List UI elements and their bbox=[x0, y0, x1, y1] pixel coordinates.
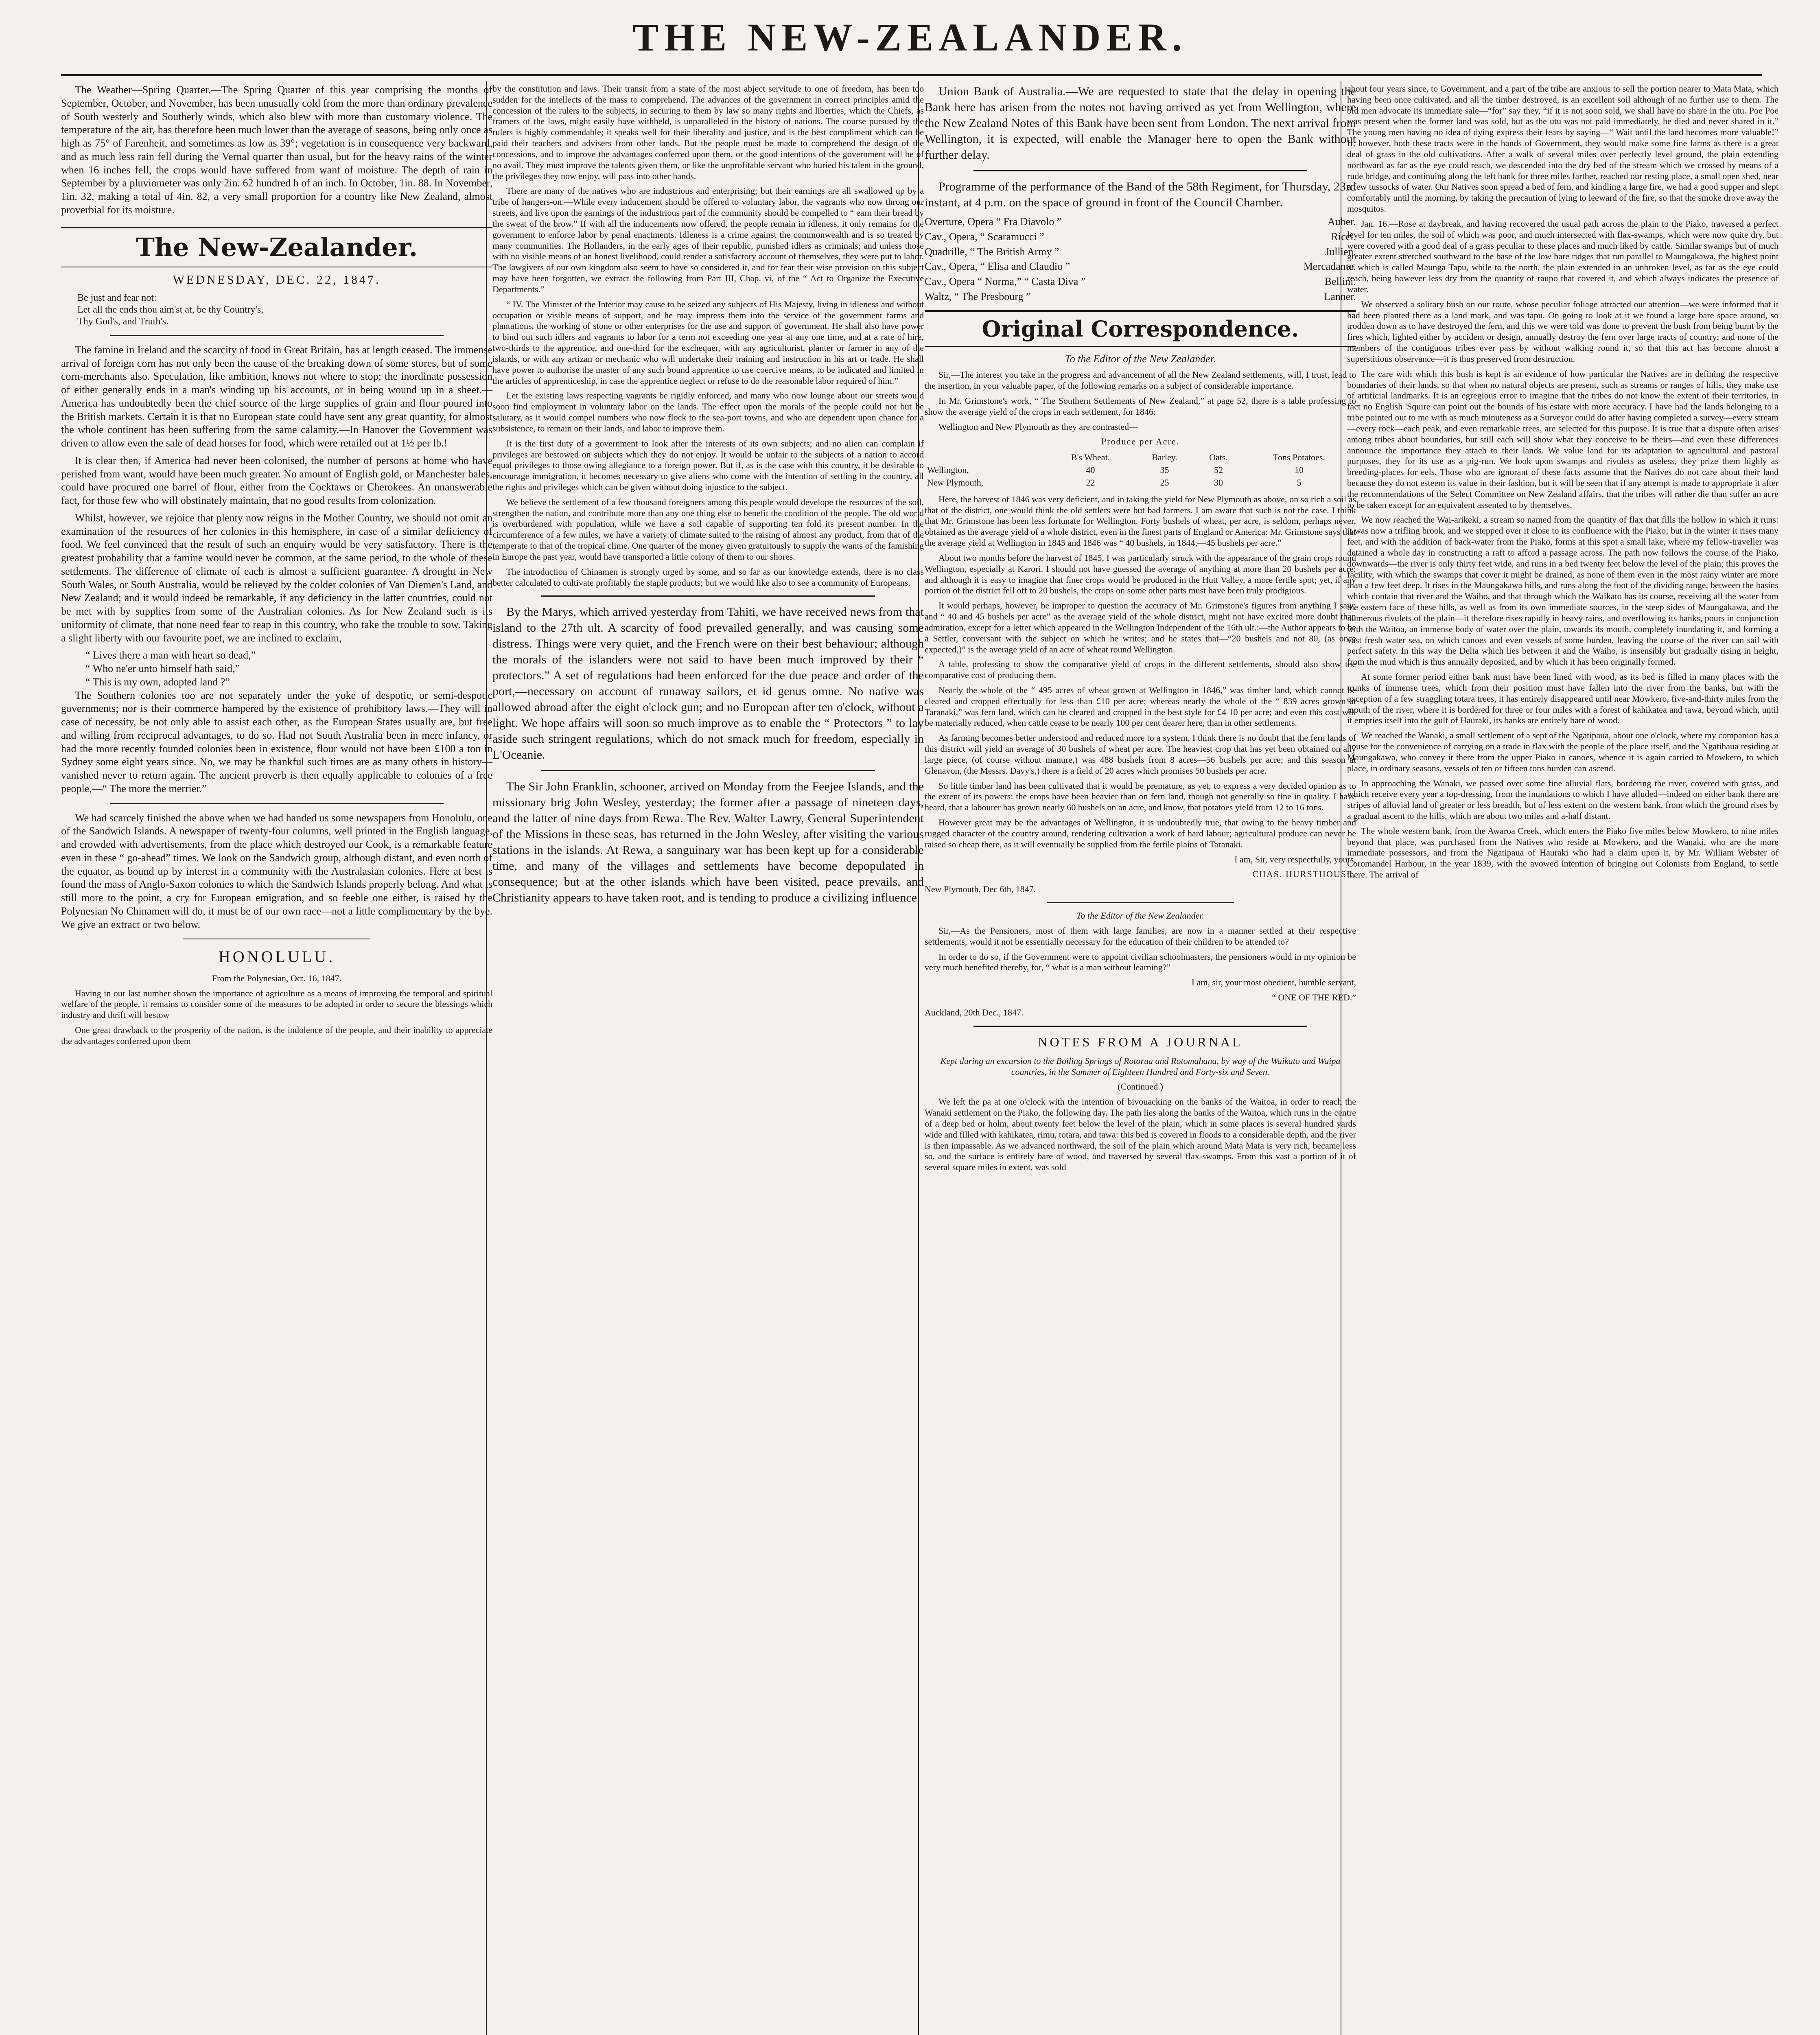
motto-line: Let all the ends thou aim'st at, be thy Country's, bbox=[77, 304, 264, 315]
journal-paragraph: We left the pa at one o'clock with the intention of bivouacking on the banks of the Waitoa, in order to reach the Wanaki settlement on the Piako, the following day. The path lies along the banks of the Waitoa, which runs in the centre of a deep bed or holm, about twenty feet below the level of the plain, which in some places is several hundred yards wide and filled with kahikatea, rimu, totara, and tawa: this bed is covered in floods to a considerable depth, and the river is then impassable. As we advanced northward, the soil of the plain which around Mata Mata is very rich, became less so, and the surface is entirely bare of wood, and traversed by several flax-swamps. From this vast a portion of it of several square miles in extent, was sold bbox=[925, 1096, 1356, 1173]
journal-paragraph: We observed a solitary bush on our route, whose peculiar foliage attracted our attention—we were informed that it had been planted there as a land mark, and was tapu. On going to look at it we found a large bare space around, so trodden down as to have destroyed the fern, and this we were told was done to prevent the bush from being burnt by the fires which, lighted either by accident or design, annually destroy the fern over large tracts of country; and none of the members of the contiguous tribes ever pass by without walking round it, so that this act has become almost a superstitious observance—it is thus preserved from destruction. bbox=[1347, 299, 1778, 364]
produce-header: Tons Potatoes. bbox=[1273, 452, 1325, 463]
article-paragraph: It is clear then, if America had never been colonised, the number of persons at home who have perished from want, would have been much greater. No amount of English gold, or Manchester bales, could have procured one barrel of flour, either from the Cocktaws or Cherokees. An unanswerable fact, for those few who will obstinately maintain, that no good results from colonization. bbox=[61, 454, 492, 507]
letter-address: To the Editor of the New Zealander. bbox=[1076, 910, 1204, 921]
letter-paragraph: Wellington and New Plymouth as they are contrasted— bbox=[938, 421, 1138, 432]
verse-line: “ Lives there a man with heart so dead,” bbox=[85, 649, 256, 661]
verse-line: “ Who ne'er unto himself hath said,” bbox=[85, 663, 240, 675]
letter-signature: “ ONE OF THE RED.” bbox=[1272, 992, 1356, 1003]
letter-paragraph: In order to do so, if the Government were to appoint civilian schoolmasters, the pensioners would in my opinion be very much benefited thereby, for, “ what is a man without learning?” bbox=[925, 951, 1356, 973]
letter-address: To the Editor of the New Zealander. bbox=[1065, 352, 1216, 365]
column-1 bbox=[61, 83, 492, 1051]
produce-header: Barley. bbox=[1152, 452, 1177, 463]
letter-paragraph: However great may be the advantages of Wellington, it is undoubtedly true, that owing to the heavy timber and rugged character of the country around, rendering cultivation a work of hard labour; agricultural produce can never be raised so cheap there, as it will eventually be supplied from the fertile plains of Taranaki. bbox=[925, 817, 1356, 849]
column-3 bbox=[925, 83, 1356, 1177]
journal-paragraph: The care with which this bush is kept is an evidence of how particular the Natives are in defining the respective boundaries of their lands, so that when no natural objects are present, such as streams or ranges of hills, they make use of artificial landmarks. It is an egregious error to imagine that the tribes do not know the extent of their territories, in fact no English 'Squire can point out the bounds of his estate with more accuracy. I have had the lands belonging to a tribe pointed out to me with as much minuteness as a Surveyor could do after having completed a survey—every stream—every rock—each peak, and even remarkable trees, are selected for this purpose. It is true that a dispute often arises among tribes about boundaries, but still each will show what they conceive to be theirs—and even these differences announce the importance they attach to their lands. We value land for its adaptation to agricultural and pastoral purposes, they for its use as a pig-run. We look upon swamps and rivulets as useless, they prize them highly as breeding-places for eels. Those who are ignorant of these facts assume that the Natives do not care about their land because they do not esteem its value in their fashion, but it will be seen that if any attempt is made to appropriate it after the recommendations of the Select Committee on New Zealand affairs, that the tribes will rather die than suffer an acre to be taken except for an equivalent assented to by themselves. bbox=[1347, 368, 1778, 510]
journal-paragraph: Jan. 16.—Rose at daybreak, and having recovered the usual path across the plain to the Piako, traversed a perfect level for ten miles, the soil of which was poor, and much intersected with flax-swamps, which were now quite dry, but were covered with a good deal of a grass peculiar to these places and much liked by cattle. Similar swamps but of much greater extent stretched southward to the base of the low bare ridges that run parallel to Maungakawa, the highest point of which is called Maunga Tapu, while to the north, the plain extended in an unbroken level, as far as the eye could reach, being however less dry from the quantity of raupo that covered it, and which always indicates the presence of water. bbox=[1347, 218, 1778, 294]
article-paragraph: by the constitution and laws. Their transit from a state of the most abject servitude to one of freedom, has been too sudden for the intellects of the mass to comprehend. The advances of the government in correct principles amid the concession of the rulers to the subjects, in securing to them by law so many rights and liberties, which the Chiefs, as framers of the laws, might easily have withheld, is unparalleled in the history of nations. The course pursued by the rulers is highly commendable; it speaks well for their liberality and justice, and is the best compliment which can be paid their teachers and advisers from other lands. But the people must be made to comprehend the design of the concessions, and to improve the advantages conferred upon them, or the good intentions of the government will be of no avail. They must improve the talents given them, or like the unprofitable servant who buried his talent in the ground, the privileges they now enjoy, will pass into other hands. bbox=[492, 83, 924, 181]
letter-signature: CHAS. HURSTHOUSE. bbox=[1252, 869, 1356, 880]
article-paragraph: We had scarcely finished the above when we had handed us some newspapers from Honolulu, one of the Sandwich Islands. A newspaper of twenty-four columns, well printed in the English language, and crowded with advertisements, from the place which destroyed our Cook, is a remarkable feature even in these “ go-ahead” times. We look on the Sandwich group, although distant, and even north of the equator, as bound up by interest in a community with the Australasian colonies. Here at best is found the mass of Anglo-Saxon colonies to which the Sandwich Islands properly belong. And what is still more to the point, a cry for European emigration, and so feeble one either, is raised by the Polynesian No Chinamen will do, it must be of our own race—not a little complimentary by the bye. We give an extract or two below. bbox=[61, 812, 492, 930]
notes-subtitle: Kept during an excursion to the Boiling Springs of Rotorua and Rotomahana, by way of the Waikato and Waipa countries, in the Summer of Eighteen Hundred and Forty-six and Seven. bbox=[940, 1055, 1341, 1077]
letter-paragraph: A table, professing to show the comparative yield of crops in the different settlements, should also show the comparative cost of producing them. bbox=[925, 659, 1356, 681]
programme-row bbox=[925, 289, 1356, 304]
paper-title: The New-Zealander. bbox=[61, 227, 492, 267]
article-paragraph: The famine in Ireland and the scarcity of food in Great Britain, has at length ceased. The immense arrival of foreign corn has not only been the cause of the breaking down of some stores, but of some corn-merchants also. Speculation, like ambition, knows not where to stop; the inordinate possession of either generally ends in a man's winding up his accounts, or in being wound up in a sheet.—America has undoubtedly been the chief source of the large supplies of grain and flour poured into the British markets. Certain it is that no European state could have sent any great quantity, for almost the whole continent has been suffering from the same calamity.—In Hanover the Government was driven to allow even the sale of dead horses for food, which were retailed out at 1½ per lb.! bbox=[61, 344, 492, 449]
letter-paragraph: In Mr. Grimstone's work, “ The Southern Settlements of New Zealand,” at page 52, there is a table professing to show the average yield of the crops in each settlement, for 1846: bbox=[925, 395, 1356, 417]
article-paragraph: Let the existing laws respecting vagrants be rigidly enforced, and many who now lounge about our streets would soon find employment in voluntary labor on the lands. The effect upon the morals of the people could not but be salutary, as it would compel numbers who now flock to the sea-port towns, and who are dependent upon chance for a subsistence, to remain on their lands, and labor to improve them. bbox=[492, 390, 924, 433]
letter-paragraph: It would perhaps, however, be improper to question the accuracy of Mr. Grimstone's figures from anything I saw; and “ 40 and 45 bushels per acre” as the average yield of the whole district, might not have excited more doubt than admiration, except for a letter which appeared in the Wellington Independent of the 16th ult.:—the Author appears to be a Settler, conversant with the subject on which he writes; and he states that—“20 bushels and not 80, (as once expected,)” is the average yield of an acre of wheat round Wellington. bbox=[925, 600, 1356, 654]
produce-header-row bbox=[925, 451, 1356, 464]
article-paragraph: By the Marys, which arrived yesterday from Tahiti, we have received news from that island to the 27th ult. A scarcity of food prevailed generally, and was causing some distress. Things were very quiet, and the French were on their best behaviour; although the morals of the islanders were not said to have been much improved by their “ protectors.” A set of regulations had been enforced for the due peace and order of the port,—necessary on account of runaway sailors, et id genus omne. No native was allowed abroad after the eight o'clock gun; and no European after ten o'clock, without a light. We hope affairs will soon so much improve as to enable the “ Protectors ” to lay aside such stringent regulations, which do not smack much for freedom, especially in L'Oceanie. bbox=[492, 605, 924, 762]
programme-piece: Cav., Opera, “ Scaramucci ” bbox=[925, 230, 1044, 243]
separator bbox=[541, 595, 875, 597]
letter-paragraph: Sir,—As the Pensioners, most of them with large families, are now in a manner settled at their respective settlements, would it not be essentially necessary for the education of their children to be attended to? bbox=[925, 925, 1356, 947]
article-paragraph: It is the first duty of a government to look after the interests of its own subjects; and no alien can complain if privileges are bestowed on subjects which they do not enjoy. It would be unfair to the subjects of a nation to accord equal privileges to those owing allegiance to a foreign power. But if, as is the case with this country, it be desirable to encourage immigration, it becomes necessary to give aliens who come with the intention of settling in the country, all the rights and privileges which can be given without doing injustice to the subject. bbox=[492, 438, 924, 492]
programme-composer: Lanner. bbox=[1324, 290, 1356, 302]
original-correspondence-title: Original Correspondence. bbox=[925, 310, 1356, 347]
journal-paragraph: about four years since, to Government, and a part of the tribe are anxious to sell the portion nearer to Mata Mata, which having been once cultivated, and all the timber destroyed, is an excellent soil although of no further use to them. The old men advocate its immediate sale—“for” say they, “if it is not soon sold, we shall have no share in the utu. Poe Poe was present when the former land was sold, but as the utu was not paid immediately, he died and never shared in it.” The young men having no idea of dying express their fears by saying—“ Wait until the land becomes more valuable!” If, however, both these tracts were in the hands of Government, they would make some fine farms as there is a great deal of grass in the old cultivations. After a walk of several miles over perfectly level ground, the plain extending northward as far as the eye could reach, we descended into the dry bed of the stream which we crossed by means of a rude bridge, and continuing along the left bank for three miles farther, reached our resting place, a small open shed, near a few tussocks of water. Our Natives soon spread a bed of fern, and kindling a large fire, we had a good supper and slept comfortably until the morning, by taking the precaution of lying to leeward of the fire, so that the smoke drove away the mosquitos. bbox=[1347, 83, 1778, 214]
separator bbox=[973, 1026, 1307, 1027]
article-paragraph: The Southern colonies too are not separately under the yoke of despotic, or semi-despotic governments; nor is their commerce hampered by the existence of prohibitory laws.—They will in case of necessity, be not only able to assist each other, as the European States usually are, but free and willing from reciprocal advantages, to do so. Had not South Australia been in mere infancy, or had the more recently founded colonies been in existence, flour would not have been £100 a ton in Sydney some eight years since. No, we may be thankful such times are as many others in history—vanished never to return again. The ancient proverb is then equally applicable to colonies of a free people,—“ The more the merrier.” bbox=[61, 689, 492, 794]
article-paragraph: The introduction of Chinamen is strongly urged by some, and so far as our knowledge extends, there is no class better calculated to cultivate profitably the staple products; but we would like also to see a community of Europeans. bbox=[492, 566, 924, 588]
verse-line: “ This is my own, adopted land ?” bbox=[85, 676, 230, 688]
letter-paragraph: As farming becomes better understood and reduced more to a system, I think there is no doubt that the fern lands of this district will yield an average of 30 bushels of wheat per acre. The heaviest crop that has yet been obtained on any large piece, (of course without manure,) was 488 bushels from 8 acres—56 bushels per acre; and this season at Glenavon, (the Messrs. Davy's,) there is a field of 20 acres which promises 50 bushels per acre. bbox=[925, 733, 1356, 776]
separator bbox=[541, 770, 875, 771]
programme-piece: Quadrille, “ The British Army ” bbox=[925, 245, 1059, 258]
letter-paragraph: About two months before the harvest of 1845, I was particularly struck with the appearance of the grain crops round Wellington, especially at Karori. I should not have guessed the average of anything at more than 20 bushels per acre; and although it is easy to imagine that finer crops would be produced in the Hutt Valley, a more fertile spot; yet, if any portion of the district fell off to 20 bushels, the crops on some other parts must have been truly prodigious. bbox=[925, 552, 1356, 596]
produce-cell: 35 bbox=[1160, 465, 1169, 475]
separator bbox=[973, 170, 1307, 171]
produce-table bbox=[925, 451, 1356, 489]
masthead-rule bbox=[61, 74, 1762, 76]
motto-line: Be just and fear not: bbox=[77, 293, 157, 304]
separator bbox=[110, 335, 444, 336]
article-paragraph: Whilst, however, we rejoice that plenty now reigns in the Mother Country, we should not omit an examination of the resources of her colonies in this hemisphere, in case of a similar deficiency of food. We feel convinced that the result of such an enquiry would be very satisfactory. There is the greatest probability that a famine would never be common, at the same period, to the whole of these settlements. The difference of climate of each is almost a sufficient guarantee. A drought in New South Wales, or South Australia, would be relieved by the colder colonies of Van Diemen's Land, and New Zealand; and it would indeed be remarkable, if any deficiency in the latter countries, could not be met with by supplies from some of the Australian colonies. As for New Zealand such is its uniformity of climate, that none need fear to reap in this country, who take the trouble to sow. Taking a slight liberty with our favourite poet, we are inclined to exclaim, bbox=[61, 512, 492, 644]
issue-date: WEDNESDAY, DEC. 22, 1847. bbox=[173, 273, 381, 287]
produce-cell: Wellington, bbox=[927, 465, 969, 475]
continued-label: (Continued.) bbox=[1118, 1081, 1163, 1092]
article-paragraph: One great drawback to the prosperity of the nation, is the indolence of the people, and their inability to appreciate the advantages conferred upon them bbox=[61, 1025, 492, 1046]
letter-paragraph: Nearly the whole of the “ 495 acres of wheat grown at Wellington in 1846,” was timber land, which cannot be cleared and cropped effectually for less than £10 per acre; whereas nearly the whole of the “ 839 acres grown at Taranaki,” was fern land, which can be cleared and cropped in the best style for £4 10 per acre; and even this cost will be materially reduced, when cattle cease to be nearly 100 per cent dearer here, than in other settlements. bbox=[925, 685, 1356, 728]
programme-row bbox=[925, 259, 1356, 274]
band-programme-intro: Programme of the performance of the Band of the 58th Regiment, for Thursday, 23rd instant, at 4 p.m. on the space of ground in front of the Council Chamber. bbox=[925, 180, 1356, 209]
article-paragraph: Having in our last number shown the importance of agriculture as a means of improving the temporal and spiritual welfare of the people, it remains to consider some of the measures to be adopted in order to secure the blessings which industry and thrift will bestow bbox=[61, 988, 492, 1020]
journal-paragraph: We now reached the Wai-arikeki, a stream so named from the quantity of flax that fills the hollow in which it runs: it was now a trifling brook, and we stepped over it close to its confluence with the Piako; but in the winter it rises many feet, and with the addition of back-water from the Piako, forms at this spot a small lake, where my fellow-traveller was detained a whole day in constructing a raft to afford a passage across. The path now follows the course of the Piako, downwards—the river is only thirty feet wide, and runs in a bed twenty feet below the level of the plain; this proves the facility, with which the swamps that cover it might be drained, as none of them even in the most rainy winter are more than a few feet deep. It rises in the Maungakawa hills, and runs along the foot of the dividing range, between the basins which contain that river and the Waiho, and that through which the Waikato has its course, receiving all the water from the eastern face of these hills, as well as from its own immediate sources, in the steep sides of Maungakawa, and the numerous rivulets of the plain—it therefore rises rapidly in heavy rains, and overflowing its banks, pours in conjunction with the Waitoa, an immense body of water over the plain, towards its mouth, completely inundating it, and forming a vast fresh water sea, on which canoes and even vessels of some burden, leaving the course of the river can sail with perfect safety. In this way the Delta which lies between it and the Waiho, is insensibly but gradually rising in height, from the mud which is thus annually deposited, and by which it has been originally formed. bbox=[1347, 514, 1778, 667]
produce-table-title: Produce per Acre. bbox=[1101, 436, 1180, 447]
produce-header: B's Wheat. bbox=[1071, 452, 1110, 463]
programme-composer: Auber. bbox=[1327, 216, 1356, 228]
letter-closing: I am, Sir, very respectfully, yours, bbox=[1234, 854, 1356, 864]
band-programme bbox=[925, 214, 1356, 304]
produce-cell: 10 bbox=[1294, 465, 1304, 475]
article-paragraph: There are many of the natives who are industrious and enterprising; but their earnings are all swallowed up by a tribe of hangers-on.—While every inducement should be offered to voluntary labor, the vagrants who now throng our streets, and live upon the earnings of the industrious part of the community should be compelled to “ earn their bread by the sweat of the brow.” If with all the inducements now offered, the people remain in idleness, it only remains for the government to enforce labor by penal enactments. Idleness is a crime against the commonwealth and is so treated by many communities. The Hollanders, in the early ages of their republic, punished idlers as criminals; and unless those with no visible means of an honest livelihood, could render a satisfactory account of themselves, they were put to labor. The lawgivers of our own kingdom also seem to have so considered it, and for fear their wise provision on this subject may have been forgotten, we extract the following from Part III, Chap. vi, of the “ Act to Organize the Executive Departments.” bbox=[492, 186, 924, 294]
article-paragraph: Union Bank of Australia.—We are requested to state that the delay in opening the Bank here has arisen from the notes not having arrived as yet from Wellington, where the New Zealand Notes of this Bank have been sent from London. The next arrival from Wellington, it is expected, will enable the Manager here to open the Bank without further delay. bbox=[925, 85, 1356, 162]
produce-row bbox=[925, 477, 1356, 489]
article-paragraph: “ IV. The Minister of the Interior may cause to be seized any subjects of His Majesty, living in idleness and without occupation or visible means of support, and he may impress them into the service of the government farms and plantations, the working of stone or other enterprises for the use and support of government. He shall also have power to bind out such idlers and vagrants to labor for a term not exceeding one year at any one time, and at a rate of hire, two-thirds to the apprentice, and one-third for the exchequer, with any agriculturist, planter or farmer in any of the islands, or with any artizan or mechanic who will undertake their training and instruction in his art or trade. He shall have power to authorise the master of any such bound apprentice to use coercive means, to be indicated and limited in the articles of apprenticeship, in case the apprentice neglect or refuse to do the reasonable labor required of him.” bbox=[492, 299, 924, 386]
produce-row bbox=[925, 464, 1356, 477]
honolulu-title: HONOLULU. bbox=[218, 947, 335, 966]
programme-row bbox=[925, 230, 1356, 245]
article-paragraph: We believe the settlement of a few thousand foreigners among this people would develope the resources of the soil, strengthen the nation, and contribute more than any one thing else to benefit the condition of the people. The old world is overburdened with population, while we have a soil capable of supporting ten fold its present number. In the circumference of a few miles, we have a variety of climate suited to the raising of almost any product, from that of the temperate to that of the tropical clime. One quarter of the money given gratuitously to supply the wants of the famishing in Europe the past year, would have transported a little colony of them to our shores. bbox=[492, 497, 924, 562]
column-2 bbox=[492, 83, 924, 910]
produce-cell: New Plymouth, bbox=[927, 477, 984, 488]
programme-composer: Ricci. bbox=[1331, 230, 1356, 243]
journal-paragraph: The whole western bank, from the Awaroa Creek, which enters the Piako five miles below Mowkero, to nine miles beyond that place, was purchased from the Natives who reside at Mowkero, and the Wanaki, who are the more immediate possessors, and from the Ngatipaua of Hauraki who had a claim upon it, by Mr. William Webster of Coromandel Harbour, in the year 1839, with the avowed intention of bringing out Colonists from England, to settle there. The arrival of bbox=[1347, 825, 1778, 880]
article-paragraph: The Sir John Franklin, schooner, arrived on Monday from the Feejee Islands, and the missionary brig John Wesley, yesterday; the former after a passage of nineteen days, and the latter of nine days from Rewa. The Rev. Walter Lawry, General Superintendent of the Missions in these seas, has returned in the John Wesley, after visiting the various stations in the islands. At Rewa, a sanguinary war has been kept up for a considerable time, and many of the villages and settlements have become depopulated in consequence; but at the other islands which have been visited, peace prevails, and Christianity appears to have taken root, and is tending to produce a civilizing influence. bbox=[492, 780, 924, 905]
programme-piece: Overture, Opera “ Fra Diavolo ” bbox=[925, 216, 1062, 228]
journal-paragraph: At some former period either bank must have been lined with wood, as its bed is filled in many places with the trunks of immense trees, which from their position must have fallen into the river from the banks, but with the exception of a few straggling totara trees, it has entirely disappeared until near Mowkero, five-and-thirty miles from the mouth of the river, where it is bordered for three or four miles with a forest of kahikatea and tawa, beyond which, until it empties itself into the gulf of Hauraki, its banks are entirely bare of wood. bbox=[1347, 672, 1778, 726]
journal-paragraph: In approaching the Wanaki, we passed over some fine alluvial flats, bordering the river, covered with grass, and which receive every year a top-dressing, from the inundations to which I have alluded—indeed on either bank there are stripes of alluvial land of greater or less breadth, but of less extent on the western bank, from which the ground rises by a gradual ascent to the hills, which are about two miles and a-half distant. bbox=[1347, 778, 1778, 821]
honolulu-source: From the Polynesian, Oct. 16, 1847. bbox=[212, 973, 342, 983]
letter-paragraph: Here, the harvest of 1846 was very deficient, and in taking the yield for New Plymouth as above, on so rich a soil as that of the district, one would think the old settlers were but bad farmers. I am aware that such is not the case. I think that Mr. Grimstone has been less fortunate for Wellington. Forty bushels of wheat, per acre, is seldom, perhaps never, obtained as the average yield of a whole district, even in the finest parts of England or America: Mr. Grimstone says that the average yield at Wellington in 1845 and 1846 was “ 40 bushels, in 1844,—45 bushels per acre.” bbox=[925, 494, 1356, 548]
journal-paragraph: We reached the Wanaki, a small settlement of a sept of the Ngatipaua, about one o'clock, where my companion has a house for the convenience of carrying on a trade in flax with the people of the place itself, and the Ngatihaua residing at Maungakawa, who convey it there from the upper Piako in canoes, whence it is again carried to Mowkero, to which place, in ordinary seasons, vessels of ten or fifteen tons burden can ascend. bbox=[1347, 730, 1778, 773]
masthead-title: THE NEW-ZEALANDER. bbox=[632, 15, 1188, 59]
produce-cell: 52 bbox=[1214, 465, 1223, 475]
verse bbox=[85, 649, 492, 689]
produce-cell: 5 bbox=[1297, 477, 1302, 488]
letter-place-date: Auckland, 20th Dec., 1847. bbox=[925, 1007, 1024, 1017]
notes-title: NOTES FROM A JOURNAL bbox=[1038, 1034, 1243, 1049]
programme-row bbox=[925, 274, 1356, 289]
programme-row bbox=[925, 245, 1356, 260]
produce-cell: 40 bbox=[1086, 465, 1095, 475]
letter-paragraph: Sir,—The interest you take in the progress and advancement of all the New Zealand settlements, will, I trust, lead to the insertion, in your valuable paper, of the following remarks on a subject of considerable importance. bbox=[925, 370, 1356, 391]
programme-piece: Waltz, “ The Presbourg ” bbox=[925, 290, 1031, 302]
separator bbox=[110, 803, 444, 804]
programme-composer: Bellini. bbox=[1324, 276, 1356, 287]
programme-piece: Cav., Opera “ Norma,” “ Casta Diva ” bbox=[925, 276, 1086, 287]
letter-paragraph: So little timber land has been cultivated that it would be premature, as yet, to express a very decided opinion as to the extent of its powers: the crops have been heavier than on fern land, though not generally so fine in quality. I have heard, that a labourer has grown nearly 60 bushels on an acre, and know, that potatoes yield from 12 to 16 tons. bbox=[925, 780, 1356, 813]
produce-cell: 30 bbox=[1214, 477, 1223, 488]
letter-closing: I am, sir, your most obedient, humble servant, bbox=[1191, 977, 1356, 988]
produce-cell: 25 bbox=[1160, 477, 1169, 488]
programme-piece: Cav., Opera, “ Elisa and Claudio ” bbox=[925, 260, 1070, 273]
separator bbox=[1047, 902, 1234, 903]
weather-paragraph: The Weather—Spring Quarter.—The Spring Quarter of this year comprising the months of September, October, and November, has been unusually cold from the more than ordinary prevalence of South westerly and Southerly winds, which also blew with more than customary violence. The temperature of the air, has therefore been much lower than the average of seasons, being only once as high as 75° of Farenheit, and sometimes as low as 39°; vegetation is in consequence very backward, and as much less rain fell during the Vernal quarter than usual, but for the heavy rains of the winter when 16 inches fell, the crops would have suffered from want of moisture. The depth of rain in September by a pluviometer was only 2in. 62 hundred h of an inch. In October, 1in. 88. In November, 1in. 32, making a total of 4in. 82, a very small proportion for a country like New Zealand, almost proverbial for its moisture. bbox=[61, 84, 492, 216]
letter-place-date: New Plymouth, Dec 6th, 1847. bbox=[925, 884, 1036, 895]
produce-header: Oats. bbox=[1209, 452, 1228, 463]
programme-row bbox=[925, 214, 1356, 230]
produce-cell: 22 bbox=[1086, 477, 1095, 488]
motto bbox=[77, 292, 492, 327]
programme-composer: Mercadante. bbox=[1303, 260, 1356, 273]
produce-header bbox=[925, 451, 1047, 464]
programme-composer: Jullien. bbox=[1325, 245, 1356, 258]
column-4 bbox=[1347, 83, 1778, 884]
motto-line: Thy God's, and Truth's. bbox=[77, 316, 169, 327]
